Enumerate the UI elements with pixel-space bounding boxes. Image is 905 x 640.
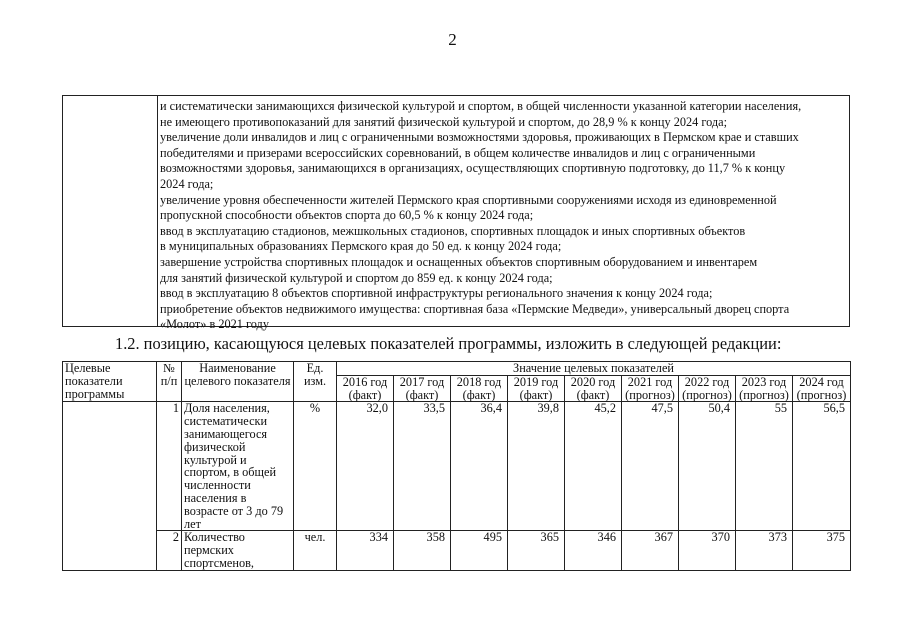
- text-line: завершение устройства спортивных площадок и оснащенных объектов спортивным оборудованием и инвентарем: [160, 254, 758, 269]
- row-unit: чел.: [294, 531, 337, 570]
- header-values: Значение целевых показателей: [337, 362, 851, 376]
- value-cell: 47,5: [622, 402, 679, 531]
- year-kind: (прогноз): [739, 387, 789, 402]
- column-divider: [157, 96, 158, 326]
- year-label: 2018 год: [456, 374, 502, 389]
- year-label: 2021 год: [627, 374, 673, 389]
- value-cell: 495: [451, 531, 508, 570]
- header-unit: Ед. изм.: [294, 362, 337, 402]
- value-cell: 50,4: [679, 402, 736, 531]
- year-header: [508, 375, 565, 402]
- value-cell: 370: [679, 531, 736, 570]
- year-label: 2020 год: [570, 374, 616, 389]
- text-line: 2024 года;: [160, 176, 214, 191]
- text-line: ввод в эксплуатацию 8 объектов спортивной инфраструктуры регионального значения к концу 2024 года;: [160, 286, 713, 301]
- section-heading: 1.2. позицию, касающуюся целевых показателей программы, изложить в следующей редакции:: [115, 334, 782, 353]
- row-name: Количество пермских спортсменов,: [182, 531, 294, 570]
- text-line: «Молот» в 2021 году: [160, 317, 269, 332]
- row-num: 2: [157, 531, 182, 570]
- value-cell: 36,4: [451, 402, 508, 531]
- row-name: Доля населения, систематически занимающегося физической культурой и спортом, в общей численности населения в возрасте от 3 до 79 лет: [182, 402, 294, 531]
- value-cell: 375: [793, 531, 851, 570]
- value-cell: 33,5: [394, 402, 451, 531]
- value-cell: 45,2: [565, 402, 622, 531]
- year-label: 2017 год: [399, 374, 445, 389]
- value-cell: 39,8: [508, 402, 565, 531]
- value-cell: 373: [736, 531, 793, 570]
- text-line: для занятий физической культурой и спортом до 859 ед. к концу 2024 года;: [160, 270, 553, 285]
- year-header: [736, 375, 793, 402]
- table-row: [63, 531, 851, 570]
- year-kind: (факт): [348, 387, 382, 402]
- year-label: 2023 год: [741, 374, 787, 389]
- year-kind: (прогноз): [796, 387, 847, 402]
- year-label: 2016 год: [342, 374, 388, 389]
- value-cell: 56,5: [793, 402, 851, 531]
- value-cell: 365: [508, 531, 565, 570]
- year-header: [394, 375, 451, 402]
- continuation-table: [62, 95, 850, 332]
- value-cell: 367: [622, 531, 679, 570]
- value-cell: 346: [565, 531, 622, 570]
- row-unit: %: [294, 402, 337, 531]
- value-cell: 32,0: [337, 402, 394, 531]
- header-row-1: [63, 362, 851, 376]
- targets-cell: [63, 402, 157, 570]
- year-header: [679, 375, 736, 402]
- page-number: 2: [448, 30, 457, 49]
- year-kind: (факт): [462, 387, 496, 402]
- year-header: [565, 375, 622, 402]
- header-targets: Целевые показатели программы: [63, 362, 157, 402]
- year-kind: (прогноз): [682, 387, 732, 402]
- value-cell: 55: [736, 402, 793, 531]
- text-line: ввод в эксплуатацию стадионов, межшкольных стадионов, спортивных площадок и иных спортивных объектов: [160, 223, 746, 238]
- text-line: приобретение объектов недвижимого имущества: спортивная база «Пермские Медведи», универсальный дворец спорта: [160, 301, 790, 316]
- year-kind: (прогноз): [625, 387, 675, 402]
- text-line: не имеющего противопоказаний для занятий физической культурой и спортом, до 28,9 % к концу 2024 года;: [160, 114, 728, 129]
- text-line: увеличение уровня обеспеченности жителей Пермского края спортивными сооружениями исходя из единовременной: [160, 192, 777, 207]
- year-kind: (факт): [519, 387, 553, 402]
- year-header: [622, 375, 679, 402]
- year-header: [337, 375, 394, 402]
- text-line: возможностями здоровья, занимающихся в организациях, осуществляющих спортивную подготовку, до 11,7 % к концу: [160, 161, 786, 176]
- year-label: 2019 год: [513, 374, 559, 389]
- text-line: увеличение доли инвалидов и лиц с ограниченными возможностями здоровья, проживающих в Пермском крае и ставших: [160, 130, 799, 145]
- year-kind: (факт): [405, 387, 439, 402]
- text-line: пропускной способности объектов спорта до 60,5 % к концу 2024 года;: [160, 208, 534, 223]
- value-cell: 358: [394, 531, 451, 570]
- indicators-table: [62, 361, 851, 571]
- header-num: № п/п: [157, 362, 182, 402]
- year-label: 2024 год: [799, 374, 844, 389]
- table-row: [63, 402, 851, 531]
- text-line: победителями и призерами всероссийских соревнований, в общем количестве инвалидов и лиц с ограниченными: [160, 145, 756, 160]
- year-kind: (факт): [576, 387, 610, 402]
- year-header: [793, 375, 851, 402]
- year-label: 2022 год: [684, 374, 730, 389]
- text-line: и систематически занимающихся физической культурой и спортом, в общей численности указанной категории населения,: [160, 99, 802, 113]
- text-line: в муниципальных образованиях Пермского края до 50 ед. к концу 2024 года;: [160, 239, 562, 254]
- value-cell: 334: [337, 531, 394, 570]
- continuation-text: [160, 99, 845, 333]
- header-name: Наименование целевого показателя: [182, 362, 294, 402]
- row-num: 1: [157, 402, 182, 531]
- year-header: [451, 375, 508, 402]
